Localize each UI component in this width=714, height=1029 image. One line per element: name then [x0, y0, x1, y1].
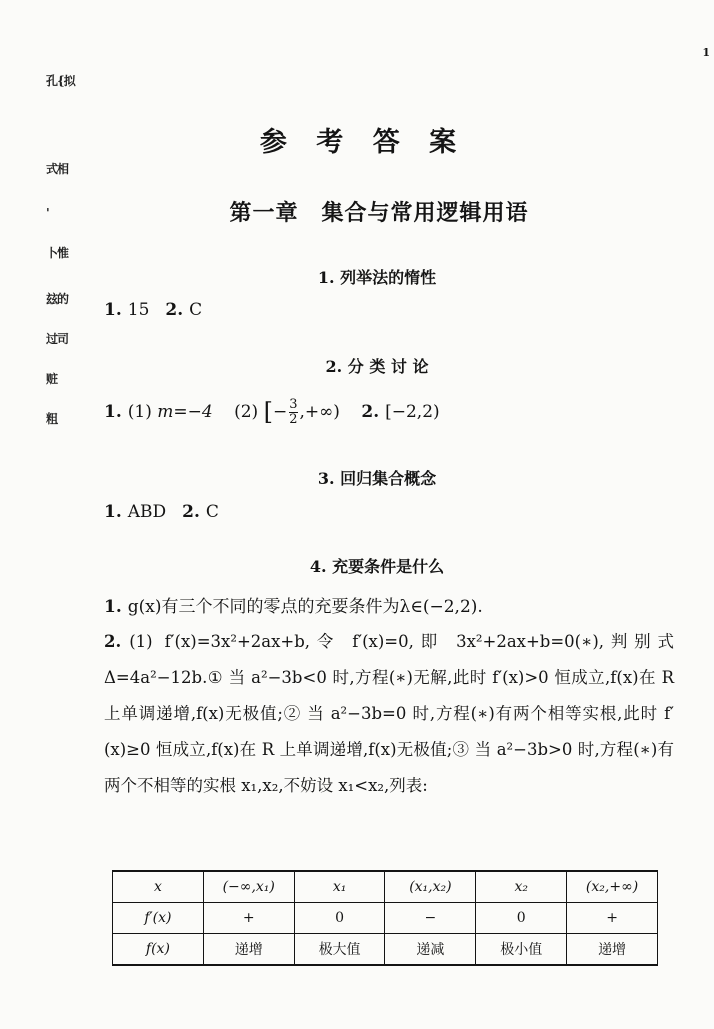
margin-bleed-text: 式相 — [46, 162, 69, 176]
table-cell: 极小值 — [476, 934, 567, 966]
interval-tail: ,+∞) — [299, 402, 340, 422]
answer-line — [104, 592, 483, 617]
table-cell: 0 — [476, 903, 567, 934]
fraction-denominator: 2 — [289, 412, 298, 427]
answer-line — [104, 300, 202, 320]
table-cell: x — [113, 871, 204, 903]
part-label: (2) — [234, 402, 259, 422]
question-number: 1. — [104, 402, 122, 422]
table-cell: + — [567, 903, 658, 934]
section-heading: 2. 分 类 讨 论 — [325, 357, 429, 376]
table-cell: + — [203, 903, 294, 934]
table-cell: x₂ — [476, 871, 567, 903]
part-label: (1) — [127, 402, 152, 422]
fraction — [289, 398, 297, 427]
margin-bleed-text: 玆的 — [46, 292, 69, 306]
sign-table — [112, 870, 658, 966]
question-number: 2. — [182, 502, 200, 522]
question-number: 1. — [104, 300, 122, 320]
question-number: 1. — [104, 502, 122, 522]
table-cell: 0 — [294, 903, 385, 934]
margin-bleed-text: 孔{拟 — [46, 74, 75, 88]
interval-bracket: [ — [263, 398, 273, 426]
table-cell: 极大值 — [294, 934, 385, 966]
answer-value: C — [189, 300, 203, 320]
table-cell: x₁ — [294, 871, 385, 903]
answer-text: g(x)有三个不同的零点的充要条件为λ∈(−2,2). — [127, 597, 483, 617]
table-cell: (x₂,+∞) — [567, 871, 658, 903]
answer-text: (1) f′(x)=3x²+2ax+b,令 f′(x)=0,即 3x²+2ax+b=0(∗),判别式Δ=4a²−12b.① 当 a²−3b<0 时,方程(∗)无解,此时 f′(x)>0 恒成立,f(x)在 R 上单调递增,f(x)无极值;② 当 a²−3b=0 时,方程(∗)有两个相等实根,此时 f′(x)≥0 恒成立,f(x)在 R 上单调递增,f(x)无极值;③ 当 a²−3b>0 时,方程(∗)有两个不相等的实根 x₁,x₂,不妨设 x₁<x₂,列表: — [104, 632, 674, 795]
table-cell: 递增 — [203, 934, 294, 966]
answer-paragraph — [104, 624, 674, 804]
minus-sign: − — [272, 402, 288, 422]
answer-line — [104, 502, 219, 522]
margin-bleed-text: ' — [46, 206, 49, 220]
section-heading: 1. 列举法的惰性 — [317, 268, 437, 287]
answer-value: C — [205, 502, 219, 522]
margin-bleed-text: 过司 — [46, 332, 69, 346]
page-title: 参 考 答 案 — [259, 127, 467, 158]
margin-bleed-text: 粗 — [46, 412, 58, 426]
answer-line — [104, 398, 440, 427]
question-number: 1. — [104, 597, 122, 617]
table-cell: 递增 — [567, 934, 658, 966]
table-row — [113, 934, 658, 966]
question-number: 2. — [104, 632, 122, 651]
question-number: 2. — [165, 300, 184, 320]
table-cell: f(x) — [113, 934, 204, 966]
answer-value: ABD — [127, 502, 167, 522]
table-cell: f′(x) — [113, 903, 204, 934]
fraction-numerator: 3 — [289, 397, 298, 412]
table-cell: 递减 — [385, 934, 476, 966]
margin-bleed-text: 赃 — [46, 372, 58, 386]
table-cell: (−∞,x₁) — [203, 871, 294, 903]
table-cell: (x₁,x₂) — [385, 871, 476, 903]
question-number: 2. — [361, 402, 380, 422]
section-heading: 4. 充要条件是什么 — [309, 557, 445, 576]
answer-value: [−2,2) — [385, 402, 440, 422]
chapter-title: 第一章 集合与常用逻辑用语 — [229, 200, 529, 226]
answer-value: m=−4 — [157, 402, 213, 422]
answer-value: 15 — [127, 300, 150, 320]
page-number: 1 — [702, 46, 710, 59]
section-heading: 3. 回归集合概念 — [317, 469, 437, 488]
table-row — [113, 871, 658, 903]
table-cell: − — [385, 903, 476, 934]
table-row — [113, 903, 658, 934]
margin-bleed-text: 卜惟 — [46, 246, 69, 260]
